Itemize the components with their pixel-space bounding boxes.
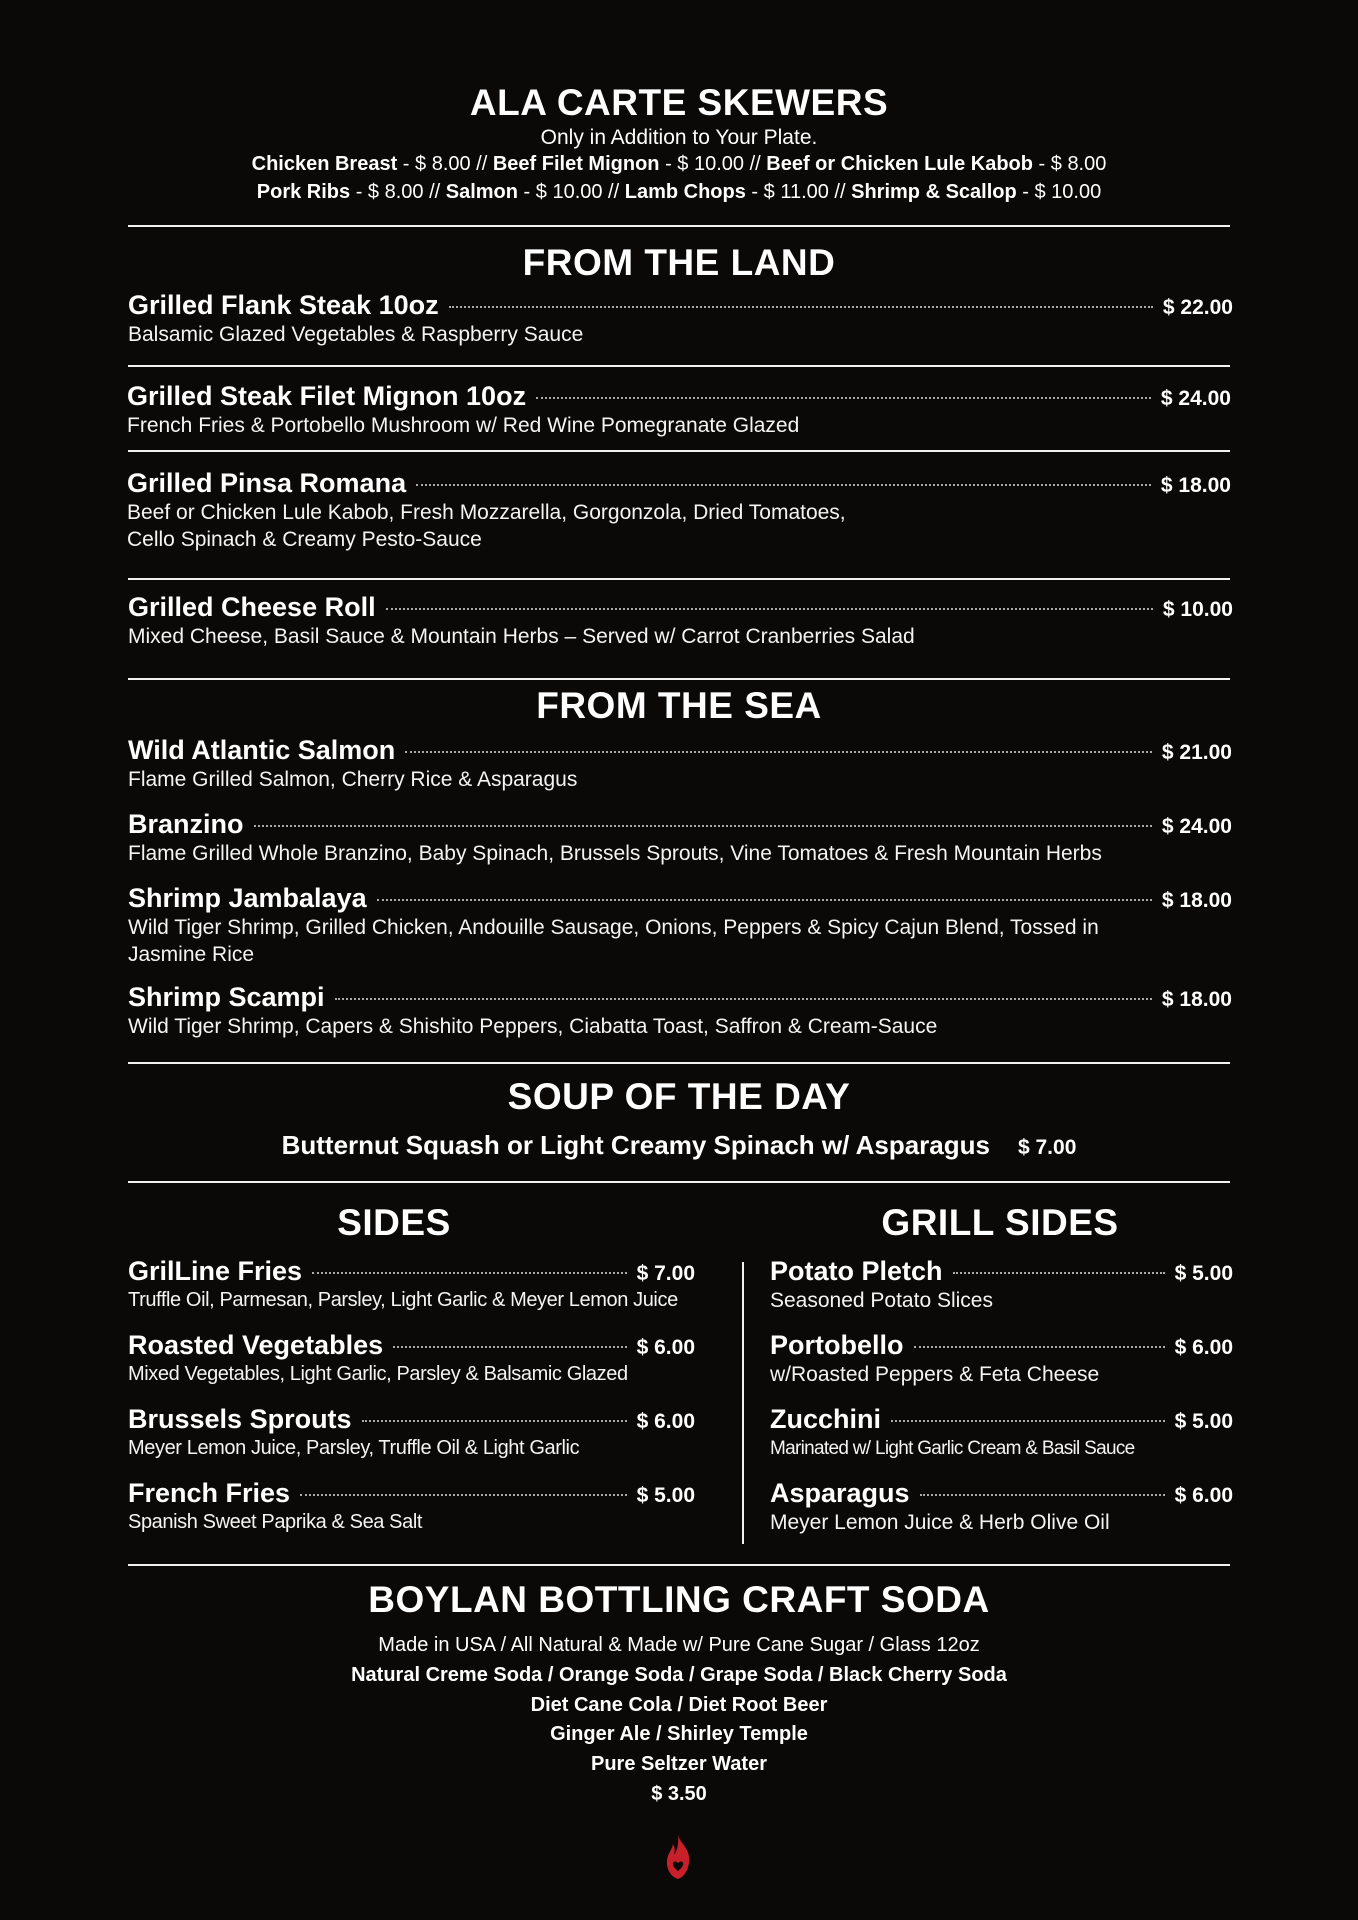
skewers-title: ALA CARTE SKEWERS [469, 82, 889, 123]
item-name: GrilLine Fries [128, 1256, 303, 1286]
skewer-price: - $ 10.00 [1016, 181, 1102, 203]
item-price: $ 6.00 [1174, 1336, 1233, 1359]
divider [128, 225, 1230, 227]
item-price: $ 5.00 [636, 1484, 695, 1507]
skewer-price: - $ 8.00 [1032, 153, 1107, 175]
menu-item [128, 592, 1233, 650]
item-name: Branzino [128, 809, 244, 839]
soda-flavors: Pure Seltzer Water [591, 1753, 767, 1775]
divider [128, 450, 1230, 452]
menu-item [128, 883, 1232, 968]
item-desc: Flame Grilled Whole Branzino, Baby Spinach, Brussels Sprouts, Vine Tomatoes & Fresh Mountain Herbs [128, 842, 1102, 865]
item-desc: Wild Tiger Shrimp, Grilled Chicken, Andouille Sausage, Onions, Peppers & Spicy Cajun Blend, Tossed in [128, 916, 1099, 939]
skewer-name: Lamb Chops [624, 181, 746, 203]
grill-side-item [770, 1404, 1233, 1462]
grill-sides-title: GRILL SIDES [881, 1202, 1119, 1243]
leader-dots [536, 397, 1151, 399]
item-desc: Truffle Oil, Parmesan, Parsley, Light Garlic & Meyer Lemon Juice [128, 1289, 678, 1311]
item-price: $ 22.00 [1162, 296, 1233, 319]
item-name: Portobello [770, 1330, 904, 1360]
item-price: $ 10.00 [1162, 598, 1233, 621]
item-name: Zucchini [770, 1404, 882, 1434]
item-name: Asparagus [770, 1478, 910, 1508]
leader-dots [920, 1494, 1165, 1496]
leader-dots [300, 1494, 627, 1496]
divider [128, 1181, 1230, 1183]
divider [128, 365, 1230, 367]
flame-icon [662, 1833, 694, 1886]
leader-dots [416, 484, 1151, 486]
soup-name: Butternut Squash or Light Creamy Spinach w/ Asparagus [281, 1130, 990, 1160]
soda-title: BOYLAN BOTTLING CRAFT SODA [368, 1579, 990, 1620]
item-price: $ 5.00 [1174, 1262, 1233, 1285]
sides-title: SIDES [337, 1202, 451, 1243]
menu-item [128, 735, 1232, 793]
item-desc: Seasoned Potato Slices [770, 1289, 993, 1312]
column-divider [742, 1262, 744, 1544]
item-price: $ 18.00 [1161, 988, 1232, 1011]
soda-info: Made in USA / All Natural & Made w/ Pure Cane Sugar / Glass 12oz [378, 1634, 980, 1656]
grill-side-item [770, 1478, 1233, 1536]
item-desc: Spanish Sweet Paprika & Sea Salt [128, 1511, 423, 1533]
side-item [128, 1256, 695, 1314]
item-name: Potato Pletch [770, 1256, 943, 1286]
item-desc: Mixed Vegetables, Light Garlic, Parsley & Balsamic Glazed [128, 1363, 628, 1385]
soda-flavors: Ginger Ale / Shirley Temple [550, 1723, 808, 1745]
item-price: $ 18.00 [1160, 474, 1231, 497]
item-name: Grilled Pinsa Romana [127, 468, 407, 498]
skewer-name: Pork Ribs [256, 181, 351, 203]
grill-side-item [770, 1330, 1233, 1388]
item-name: French Fries [128, 1478, 291, 1508]
item-name: Shrimp Scampi [128, 982, 325, 1012]
soda-flavors: Natural Creme Soda / Orange Soda / Grape Soda / Black Cherry Soda [351, 1664, 1007, 1686]
item-name: Grilled Cheese Roll [128, 592, 376, 622]
sea-title: FROM THE SEA [536, 685, 822, 726]
leader-dots [386, 608, 1153, 610]
item-desc: Mixed Cheese, Basil Sauce & Mountain Herbs – Served w/ Carrot Cranberries Salad [128, 625, 915, 648]
item-desc: Beef or Chicken Lule Kabob, Fresh Mozzarella, Gorgonzola, Dried Tomatoes, [127, 501, 846, 524]
item-name: Brussels Sprouts [128, 1404, 352, 1434]
skewer-name: Shrimp & Scallop [851, 181, 1017, 203]
leader-dots [377, 899, 1152, 901]
skewer-price: - $ 8.00 // [397, 153, 493, 175]
soda-flavors: Diet Cane Cola / Diet Root Beer [530, 1694, 828, 1716]
soup-price: $ 7.00 [1017, 1136, 1077, 1159]
leader-dots [891, 1420, 1165, 1422]
skewer-name: Chicken Breast [251, 153, 398, 175]
leader-dots [312, 1272, 627, 1274]
skewer-price: - $ 8.00 // [350, 181, 446, 203]
leader-dots [362, 1420, 627, 1422]
menu-item [127, 468, 1231, 553]
item-desc: Meyer Lemon Juice & Herb Olive Oil [770, 1511, 1110, 1534]
item-desc: w/Roasted Peppers & Feta Cheese [770, 1363, 1100, 1386]
item-name: Wild Atlantic Salmon [128, 735, 396, 765]
land-title: FROM THE LAND [522, 242, 836, 283]
item-price: $ 6.00 [636, 1336, 695, 1359]
side-item [128, 1478, 695, 1536]
leader-dots [449, 306, 1153, 308]
item-name: Grilled Steak Filet Mignon 10oz [127, 381, 527, 411]
item-price: $ 6.00 [1174, 1484, 1233, 1507]
menu-item [127, 381, 1231, 439]
divider [128, 578, 1230, 580]
leader-dots [914, 1346, 1165, 1348]
item-price: $ 18.00 [1161, 889, 1232, 912]
skewer-price: - $ 11.00 // [745, 181, 852, 203]
menu-item [128, 809, 1232, 867]
item-desc: Marinated w/ Light Garlic Cream & Basil Sauce [770, 1438, 1135, 1459]
divider [128, 1564, 1230, 1566]
divider [128, 678, 1230, 680]
item-desc: Flame Grilled Salmon, Cherry Rice & Asparagus [128, 768, 578, 791]
leader-dots [953, 1272, 1165, 1274]
item-desc: Wild Tiger Shrimp, Capers & Shishito Peppers, Ciabatta Toast, Saffron & Cream-Sauce [128, 1015, 938, 1038]
item-price: $ 24.00 [1160, 387, 1231, 410]
skewer-name: Salmon [445, 181, 518, 203]
soup-title: SOUP OF THE DAY [507, 1076, 851, 1117]
skewer-price: - $ 10.00 // [518, 181, 625, 203]
leader-dots [405, 751, 1152, 753]
item-price: $ 6.00 [636, 1410, 695, 1433]
item-name: Shrimp Jambalaya [128, 883, 367, 913]
leader-dots [393, 1346, 627, 1348]
item-name: Grilled Flank Steak 10oz [128, 290, 439, 320]
skewer-name: Beef Filet Mignon [492, 153, 660, 175]
item-desc: Balsamic Glazed Vegetables & Raspberry Sauce [128, 323, 584, 346]
item-desc: Meyer Lemon Juice, Parsley, Truffle Oil & Light Garlic [128, 1437, 580, 1459]
skewers-line-2 [128, 178, 1230, 206]
item-name: Roasted Vegetables [128, 1330, 384, 1360]
grill-side-item [770, 1256, 1233, 1314]
soup-item [128, 1130, 1230, 1161]
leader-dots [254, 825, 1152, 827]
leader-dots [335, 998, 1152, 1000]
item-price: $ 7.00 [636, 1262, 695, 1285]
soda-price: $ 3.50 [651, 1783, 707, 1805]
side-item [128, 1330, 695, 1388]
item-price: $ 21.00 [1161, 741, 1232, 764]
menu-item [128, 290, 1233, 348]
item-price: $ 24.00 [1161, 815, 1232, 838]
item-price: $ 5.00 [1174, 1410, 1233, 1433]
skewers-line-1 [128, 150, 1230, 178]
skewer-name: Beef or Chicken Lule Kabob [766, 153, 1033, 175]
side-item [128, 1404, 695, 1462]
item-desc: French Fries & Portobello Mushroom w/ Red Wine Pomegranate Glazed [127, 414, 800, 437]
divider [128, 1062, 1230, 1064]
skewers-subtitle: Only in Addition to Your Plate. [540, 126, 818, 149]
menu-item [128, 982, 1232, 1040]
item-desc: Cello Spinach & Creamy Pesto-Sauce [127, 528, 482, 551]
skewer-price: - $ 10.00 // [659, 153, 767, 175]
item-desc: Jasmine Rice [128, 943, 255, 966]
